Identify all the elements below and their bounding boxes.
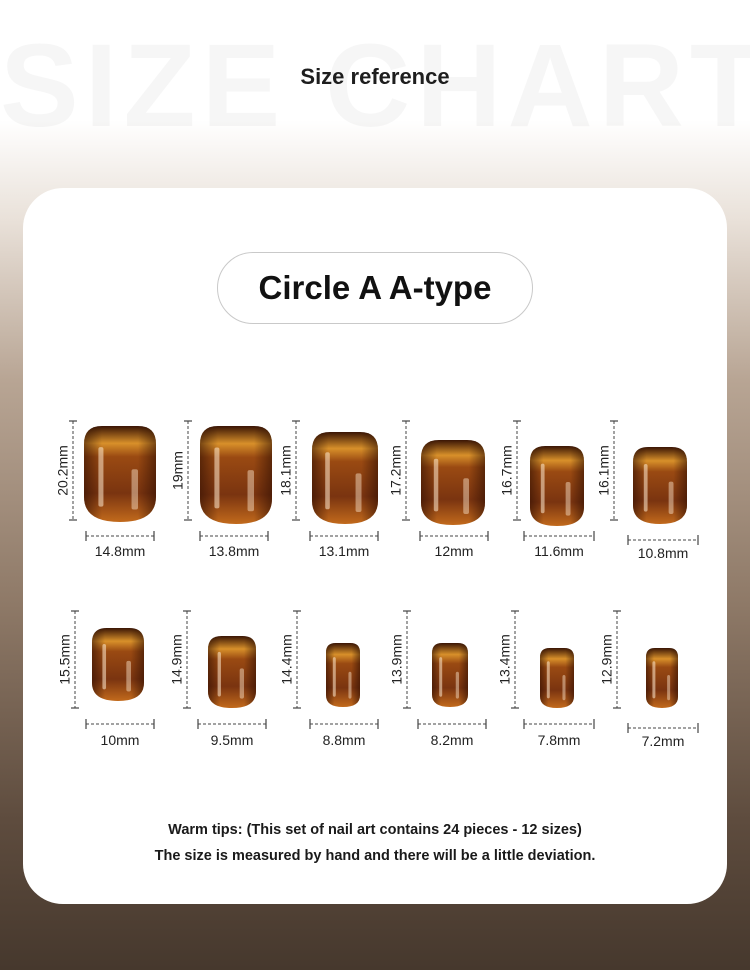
- nail-highlight: [667, 675, 670, 700]
- height-label: 13.9mm: [388, 634, 405, 685]
- nail-shade: [312, 432, 378, 524]
- nail-size-5: [499, 421, 594, 559]
- nail-highlight: [439, 657, 442, 697]
- nail-shade: [633, 447, 687, 524]
- nail-size-7: [57, 611, 154, 748]
- nail-shade: [530, 446, 584, 526]
- width-label: 13.8mm: [208, 543, 260, 559]
- nail-highlight: [456, 672, 459, 699]
- nail-shade: [540, 648, 574, 708]
- nail-highlight: [348, 672, 351, 699]
- nail-shade: [326, 643, 360, 707]
- nail-size-8: [169, 611, 266, 748]
- nail-shade: [432, 643, 468, 707]
- height-label: 12.9mm: [598, 634, 615, 685]
- warm-tips-line1: Warm tips: (This set of nail art contains 24 pieces - 12 sizes): [168, 822, 582, 838]
- nail-size-9: [279, 611, 378, 748]
- nail-highlight: [98, 447, 103, 507]
- width-label: 8.8mm: [322, 732, 366, 748]
- width-label: 8.2mm: [430, 732, 474, 748]
- height-label: 14.4mm: [278, 634, 295, 685]
- nail-highlight: [240, 668, 244, 698]
- height-label: 18.1mm: [277, 445, 294, 496]
- nail-size-1: [55, 421, 156, 559]
- nail-highlight: [214, 448, 219, 509]
- nail-highlight: [541, 464, 545, 514]
- width-label: 7.8mm: [537, 732, 581, 748]
- nail-shape-label: Circle A A-type: [258, 269, 492, 306]
- height-label: 17.2mm: [387, 445, 404, 496]
- nail-size-3: [278, 421, 378, 559]
- nail-highlight: [132, 469, 138, 509]
- nail-size-12: [599, 611, 698, 749]
- nail-highlight: [547, 661, 550, 698]
- nail-size-4: [388, 421, 488, 559]
- nail-highlight: [333, 657, 336, 697]
- nail-highlight: [463, 478, 469, 514]
- width-label: 12mm: [434, 543, 474, 559]
- nail-shade: [646, 648, 678, 708]
- nail-highlight: [126, 661, 131, 692]
- nail-highlight: [325, 452, 330, 509]
- nail-shade: [208, 636, 256, 708]
- width-label: 10.8mm: [637, 545, 689, 561]
- nail-highlight: [562, 675, 565, 700]
- nail-highlight: [356, 473, 362, 512]
- nail-highlight: [669, 482, 674, 514]
- width-label: 10mm: [100, 732, 140, 748]
- nail-highlight: [102, 644, 106, 689]
- nail-highlight: [248, 470, 254, 511]
- nail-shade: [92, 628, 144, 701]
- width-label: 13.1mm: [318, 543, 370, 559]
- width-label: 9.5mm: [210, 732, 254, 748]
- nail-highlight: [644, 464, 648, 512]
- width-label: 11.6mm: [534, 543, 584, 559]
- height-label: 19mm: [169, 451, 186, 490]
- nail-shade: [200, 426, 272, 524]
- nail-highlight: [218, 652, 221, 697]
- nail-size-11: [497, 611, 594, 748]
- height-label: 20.2mm: [54, 445, 71, 496]
- nail-size-2: [170, 421, 272, 559]
- nail-shade: [84, 426, 156, 522]
- warm-tips-line2: The size is measured by hand and there will be a little deviation.: [154, 848, 596, 864]
- nail-size-6: [596, 421, 698, 561]
- height-label: 14.9mm: [168, 634, 185, 685]
- nail-highlight: [434, 459, 438, 512]
- nail-highlight: [652, 661, 655, 698]
- height-label: 15.5mm: [56, 634, 73, 685]
- width-label: 14.8mm: [94, 543, 146, 559]
- nail-highlight: [566, 482, 571, 516]
- page-title: Size reference: [300, 64, 450, 89]
- nail-shade: [421, 440, 485, 525]
- height-label: 13.4mm: [496, 634, 513, 685]
- height-label: 16.7mm: [498, 445, 515, 496]
- width-label: 7.2mm: [641, 733, 685, 749]
- nail-size-10: [389, 611, 486, 748]
- height-label: 16.1mm: [595, 445, 612, 496]
